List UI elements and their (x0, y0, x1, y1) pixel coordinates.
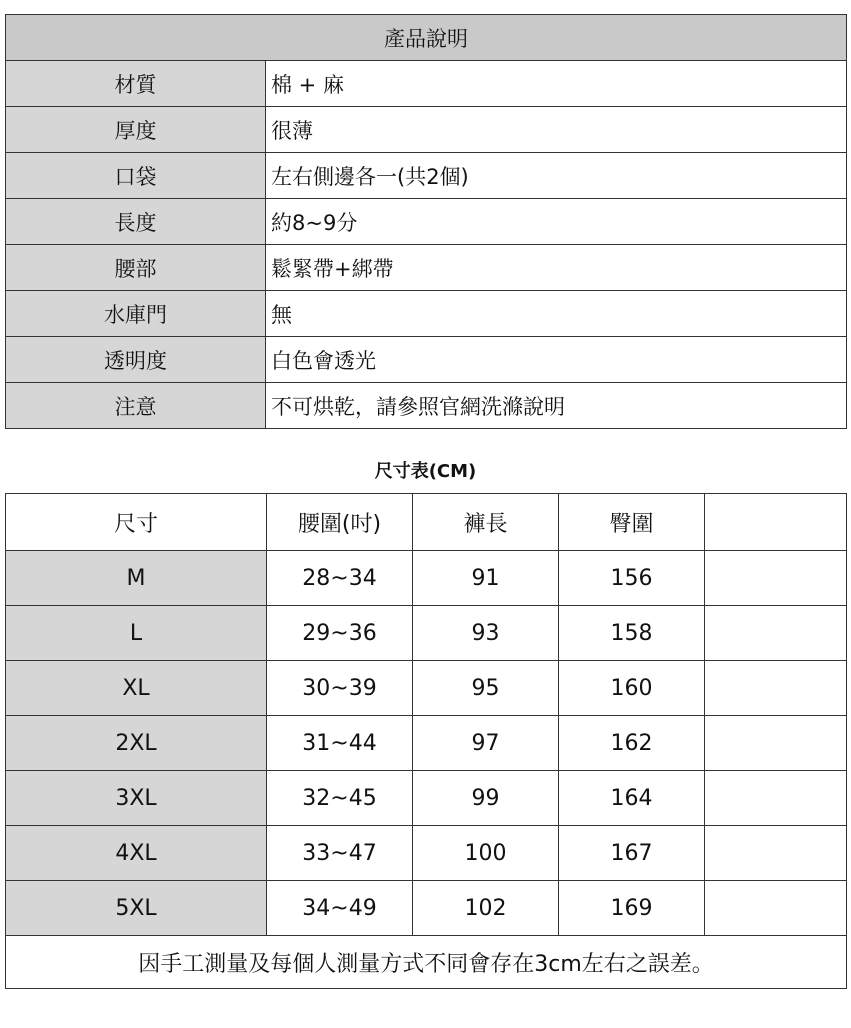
product-row-thickness (6, 107, 847, 153)
column-header: 褲長 (413, 494, 559, 551)
product-label: 水庫門 (6, 291, 266, 337)
product-heading: 產品說明 (6, 15, 847, 61)
empty-cell (705, 826, 847, 881)
size-cell: M (6, 551, 267, 606)
product-row-pocket (6, 153, 847, 199)
product-value: 棉 + 麻 (266, 61, 847, 107)
size-header-row (6, 494, 847, 551)
product-value: 很薄 (266, 107, 847, 153)
product-label: 口袋 (6, 153, 266, 199)
product-label: 材質 (6, 61, 266, 107)
size-cell: 2XL (6, 716, 267, 771)
product-value: 左右側邊各一(共2個) (266, 153, 847, 199)
size-cell: 3XL (6, 771, 267, 826)
product-row-fly (6, 291, 847, 337)
length-cell: 97 (413, 716, 559, 771)
size-row (6, 716, 847, 771)
empty-cell (705, 771, 847, 826)
product-label: 長度 (6, 199, 266, 245)
size-row (6, 551, 847, 606)
product-value: 約8~9分 (266, 199, 847, 245)
hip-cell: 158 (559, 606, 705, 661)
size-cell: 4XL (6, 826, 267, 881)
hip-cell: 169 (559, 881, 705, 936)
size-chart-title: 尺寸表(CM) (374, 461, 477, 482)
product-row-material (6, 61, 847, 107)
waist-cell: 34~49 (267, 881, 413, 936)
product-value: 無 (266, 291, 847, 337)
product-label: 厚度 (6, 107, 266, 153)
product-description-table (5, 14, 847, 429)
product-label: 注意 (6, 383, 266, 429)
product-value: 不可烘乾，請參照官網洗滌說明 (266, 383, 847, 429)
size-row (6, 606, 847, 661)
size-row (6, 826, 847, 881)
size-row (6, 661, 847, 716)
product-label: 腰部 (6, 245, 266, 291)
length-cell: 99 (413, 771, 559, 826)
product-value: 白色會透光 (266, 337, 847, 383)
size-row (6, 881, 847, 936)
empty-cell (705, 716, 847, 771)
waist-cell: 33~47 (267, 826, 413, 881)
empty-cell (705, 551, 847, 606)
hip-cell: 167 (559, 826, 705, 881)
column-header: 臀圍 (559, 494, 705, 551)
hip-cell: 160 (559, 661, 705, 716)
size-chart-table (5, 493, 847, 989)
size-cell: L (6, 606, 267, 661)
size-cell: 5XL (6, 881, 267, 936)
product-heading-row (6, 15, 847, 61)
empty-cell (705, 661, 847, 716)
waist-cell: 28~34 (267, 551, 413, 606)
waist-cell: 30~39 (267, 661, 413, 716)
length-cell: 100 (413, 826, 559, 881)
product-label: 透明度 (6, 337, 266, 383)
product-value: 鬆緊帶+綁帶 (266, 245, 847, 291)
waist-cell: 32~45 (267, 771, 413, 826)
length-cell: 95 (413, 661, 559, 716)
empty-cell (705, 881, 847, 936)
hip-cell: 162 (559, 716, 705, 771)
length-cell: 91 (413, 551, 559, 606)
column-header: 尺寸 (6, 494, 267, 551)
length-cell: 93 (413, 606, 559, 661)
length-cell: 102 (413, 881, 559, 936)
size-cell: XL (6, 661, 267, 716)
empty-cell (705, 606, 847, 661)
waist-cell: 31~44 (267, 716, 413, 771)
hip-cell: 156 (559, 551, 705, 606)
product-row-transparency (6, 337, 847, 383)
size-row (6, 771, 847, 826)
hip-cell: 164 (559, 771, 705, 826)
product-row-waist (6, 245, 847, 291)
column-header: 腰圍(吋) (267, 494, 413, 551)
note-row (6, 936, 847, 989)
measurement-note: 因手工測量及每個人測量方式不同會存在3cm左右之誤差。 (6, 936, 847, 989)
product-row-length (6, 199, 847, 245)
column-header (705, 494, 847, 551)
waist-cell: 29~36 (267, 606, 413, 661)
product-row-caution (6, 383, 847, 429)
